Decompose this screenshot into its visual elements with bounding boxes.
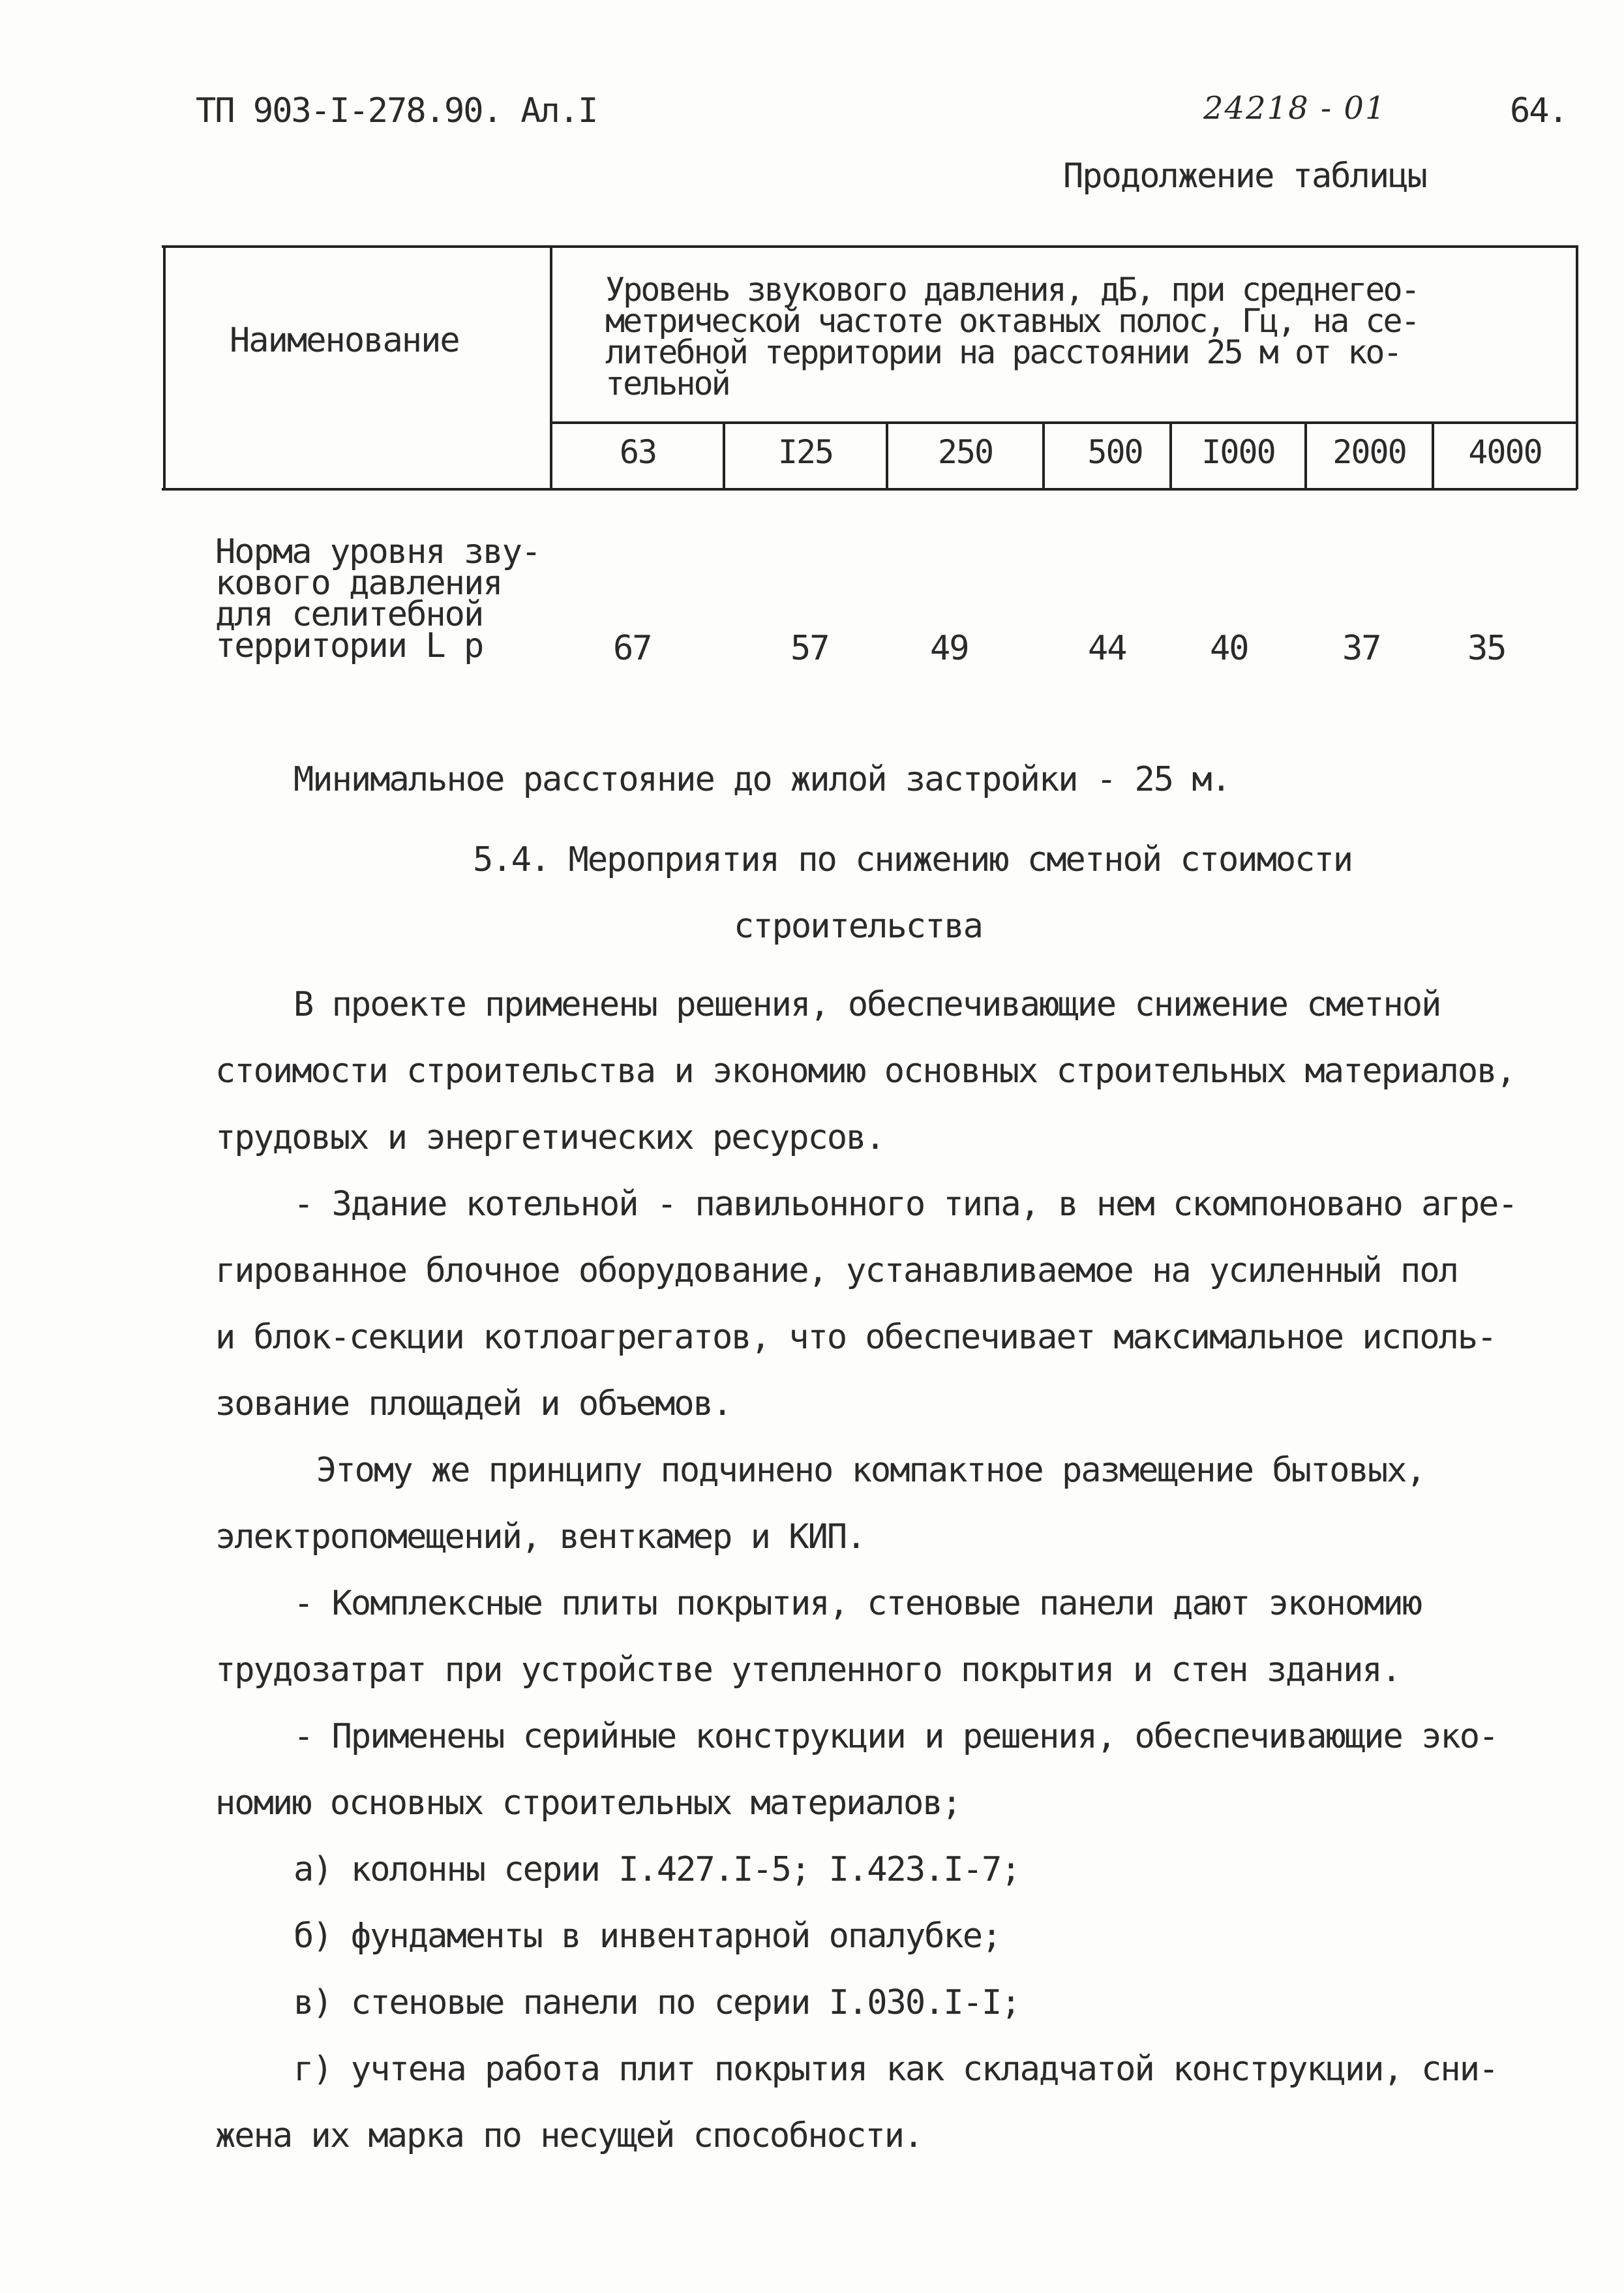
value-63: 67 — [613, 629, 652, 668]
body-line: электропомещений, венткамер и КИП. — [215, 1517, 865, 1557]
level-header-line: метрической частоте октавных полос, Гц, на се- — [605, 302, 1419, 340]
body-line: номию основных строительных материалов; — [215, 1784, 961, 1823]
value-125: 57 — [790, 629, 829, 668]
frequency-500: 500 — [1087, 433, 1143, 471]
value-1000: 40 — [1210, 629, 1248, 668]
body-line: зование площадей и объемов. — [215, 1384, 732, 1423]
row-label-line: для селитебной — [215, 595, 483, 634]
body-line: - Комплексные плиты покрытия, стеновые панели дают экономию — [293, 1584, 1422, 1623]
value-500: 44 — [1088, 629, 1126, 668]
section-title-continued: строительства — [734, 907, 982, 946]
section-title: 5.4. Мероприятия по снижению сметной стоимости — [473, 840, 1353, 879]
body-line: трудозатрат при устройстве утепленного покрытия и стен здания. — [215, 1650, 1401, 1690]
frequency-63: 63 — [619, 433, 657, 471]
frequency-125: I25 — [777, 433, 834, 471]
frequency-1000: I000 — [1201, 433, 1275, 471]
body-line: и блок-секции котлоагрегатов, что обеспечивает максимальное исполь- — [215, 1318, 1496, 1357]
row-label-line: кового давления — [215, 564, 502, 603]
level-header-line: литебной территории на расстоянии 25 м от ко- — [605, 333, 1401, 371]
value-250: 49 — [930, 629, 969, 668]
page-number: 64. — [1510, 91, 1567, 130]
body-line: гированное блочное оборудование, устанавливаемое на усиленный пол — [215, 1251, 1458, 1290]
value-4000: 35 — [1467, 629, 1506, 668]
body-line: - Здание котельной - павильонного типа, в нем скомпоновано агре- — [293, 1185, 1517, 1224]
row-label-line: Норма уровня зву- — [215, 532, 541, 571]
frequency-4000: 4000 — [1468, 433, 1542, 471]
body-line: В проекте применены решения, обеспечивающие снижение сметной — [293, 985, 1441, 1024]
list-item: а) колонны серии I.427.I-5; I.423.I-7; — [293, 1850, 1020, 1889]
table-caption: Продолжение таблицы — [1063, 157, 1426, 196]
list-item: г) учтена работа плит покрытия как складчатой конструкции, сни- — [293, 2050, 1498, 2089]
document-code: ТП 903-I-278.90. Ал.I — [196, 91, 597, 130]
value-2000: 37 — [1342, 629, 1381, 668]
level-header-line: тельной — [605, 365, 729, 402]
body-line: - Применены серийные конструкции и решения, обеспечивающие эко- — [293, 1717, 1498, 1756]
min-distance-note: Минимальное расстояние до жилой застройки - 25 м. — [293, 760, 1231, 799]
frequency-250: 250 — [937, 433, 993, 471]
body-line: Этому же принципу подчинено компактное размещение бытовых, — [316, 1451, 1425, 1490]
handwritten-number: 24218 - 01 — [1203, 90, 1387, 127]
body-line: жена их марка по несущей способности. — [215, 2116, 923, 2155]
frequency-2000: 2000 — [1332, 433, 1406, 471]
list-item: б) фундаменты в инвентарной опалубке; — [293, 1917, 1001, 1956]
level-header-line: Уровень звукового давления, дБ, при среднегео- — [605, 271, 1419, 309]
row-label-line: территории L р — [215, 626, 483, 665]
list-item: в) стеновые панели по серии I.030.I-I; — [293, 1983, 1020, 2022]
body-line: трудовых и энергетических ресурсов. — [215, 1118, 884, 1157]
body-line: стоимости строительства и экономию основных строительных материалов, — [215, 1052, 1515, 1091]
name-column-header: Наименование — [230, 321, 459, 360]
